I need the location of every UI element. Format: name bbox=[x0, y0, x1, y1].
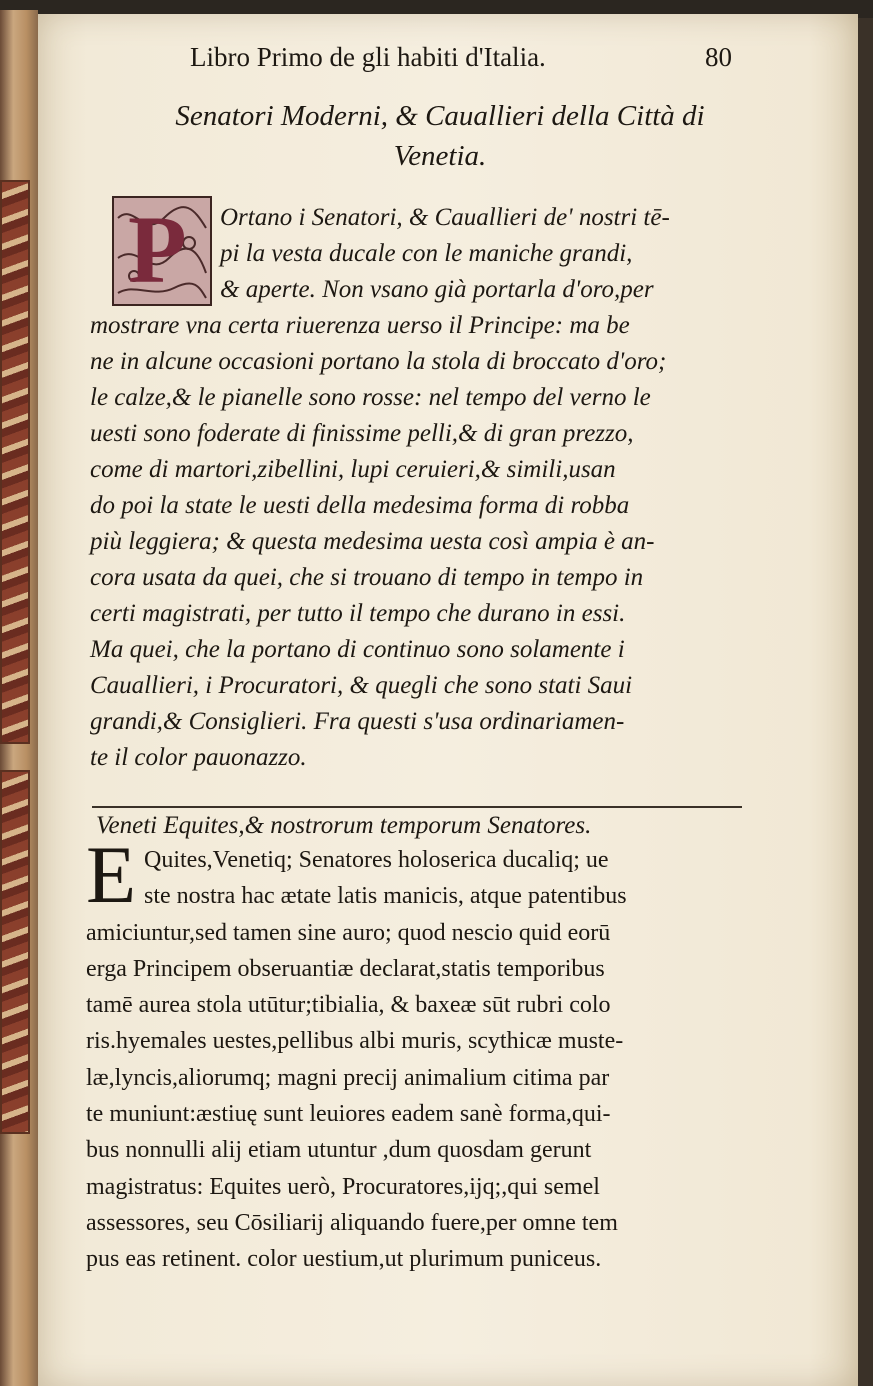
text-line: Cauallieri, i Procuratori, & quegli che sono stati Saui bbox=[90, 672, 633, 699]
text-line: cora usata da quei, che si trouano di tempo in tempo in bbox=[90, 564, 644, 591]
latin-heading: Veneti Equites,& nostrorum temporum Senatores. bbox=[96, 812, 592, 839]
text-line: læ,lyncis,aliorumq; magni precij animalium citima par bbox=[86, 1064, 610, 1091]
text-line: tamē aurea stola utūtur;tibialia, & baxeæ sūt rubri colo bbox=[86, 992, 611, 1019]
text-line: assessores, seu Cōsiliarij aliquando fuere,per omne tem bbox=[86, 1209, 618, 1236]
text-line: le calze,& le pianelle sono rosse: nel tempo del verno le bbox=[90, 384, 651, 411]
section-heading-line: Venetia. bbox=[393, 140, 487, 172]
text-line: bus nonnulli alij etiam utuntur ,dum quosdam gerunt bbox=[86, 1137, 592, 1164]
section-heading bbox=[110, 96, 770, 176]
text-line: ris.hyemales uestes,pellibus albi muris, scythicæ muste- bbox=[86, 1028, 624, 1055]
book-spine-edge bbox=[0, 10, 38, 1386]
text-line: mostrare vna certa riuerenza uerso il Principe: ma be bbox=[90, 312, 630, 339]
text-line: pi la vesta ducale con le maniche grandi, bbox=[220, 240, 633, 267]
text-line: ste nostra hac ætate latis manicis, atque patentibus bbox=[144, 883, 627, 910]
text-line: ne in alcune occasioni portano la stola di broccato d'oro; bbox=[90, 348, 667, 375]
text-line: & aperte. Non vsano già portarla d'oro,per bbox=[220, 276, 654, 303]
text-line: Quites,Venetiq; Senatores holoserica ducaliq; ue bbox=[144, 847, 609, 873]
binding-ornament bbox=[0, 180, 30, 744]
text-line: grandi,& Consiglieri. Fra questi s'usa ordinariamen- bbox=[90, 708, 625, 735]
text-line: te muniunt:æstiuę sunt leuiores eadem sanè forma,qui- bbox=[86, 1101, 611, 1128]
binding-ornament bbox=[0, 770, 30, 1134]
text-line: amiciuntur,sed tamen sine auro; quod nescio quid eorū bbox=[86, 919, 611, 946]
text-line: Ortano i Senatori, & Cauallieri de' nostri tē- bbox=[220, 204, 670, 231]
text-line: do poi la state le uesti della medesima forma di robba bbox=[90, 492, 630, 519]
text-line: uesti sono foderate di finissime pelli,& di gran prezzo, bbox=[90, 420, 634, 447]
running-head bbox=[190, 42, 750, 82]
text-line: erga Principem obseruantiæ declarat,statis temporibus bbox=[86, 955, 605, 982]
section-heading-line: Senatori Moderni, & Cauallieri della Città di bbox=[175, 100, 705, 132]
text-line: pus eas retinent. color uestium,ut plurimum puniceus. bbox=[86, 1246, 602, 1273]
section-divider bbox=[92, 806, 742, 808]
italian-paragraph bbox=[90, 196, 770, 776]
text-line: te il color pauonazzo. bbox=[90, 744, 307, 771]
text-line: più leggiera; & questa medesima uesta così ampia è an- bbox=[90, 528, 655, 555]
latin-paragraph bbox=[86, 842, 766, 1278]
text-line: Ma quei, che la portano di continuo sono solamente i bbox=[90, 636, 625, 663]
latin-initial-letter: E bbox=[86, 829, 137, 920]
page-number: 80 bbox=[705, 42, 732, 72]
running-head-title: Libro Primo de gli habiti d'Italia. bbox=[190, 42, 546, 72]
text-line: magistratus: Equites uerò, Procuratores,ijq;,qui semel bbox=[86, 1173, 600, 1200]
initial-letter: P bbox=[128, 196, 187, 303]
text-line: certi magistrati, per tutto il tempo che durano in essi. bbox=[90, 600, 626, 627]
text-line: come di martori,zibellini, lupi ceruieri,& simili,usan bbox=[90, 456, 616, 483]
